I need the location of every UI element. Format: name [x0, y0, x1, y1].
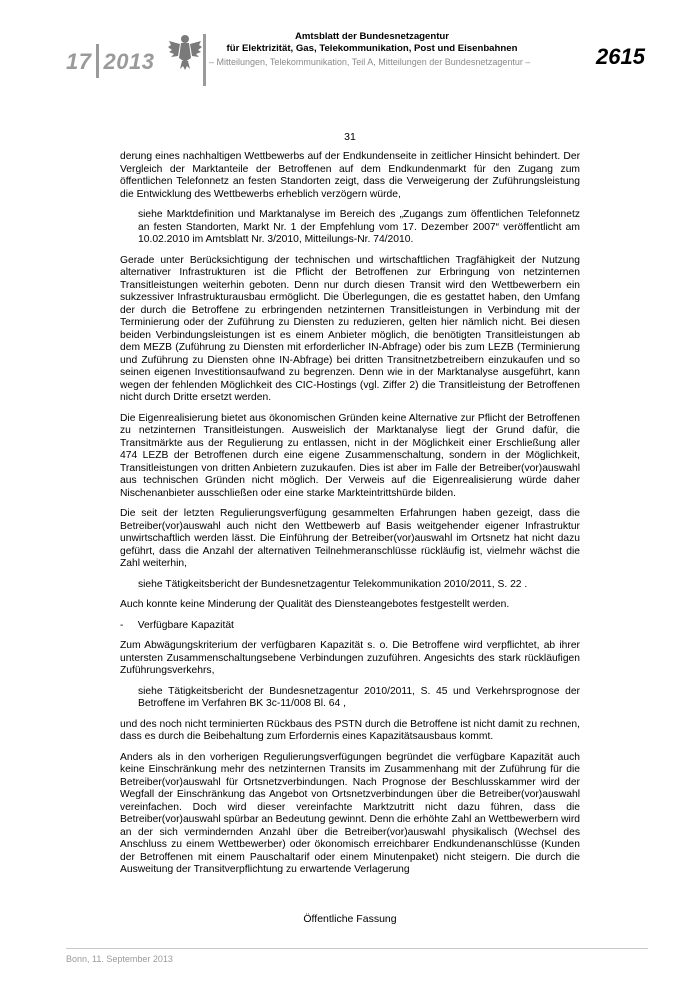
footer-date: Bonn, 11. September 2013: [66, 954, 173, 964]
public-version-label: Öffentliche Fassung: [303, 913, 397, 925]
issue-number: 17: [66, 49, 92, 74]
gazette-title-line2: für Elektrizität, Gas, Telekommunikation, Post und Eisenbahnen: [226, 43, 518, 54]
gazette-title: [214, 31, 530, 55]
citation: siehe Tätigkeitsbericht der Bundesnetzagentur 2010/2011, S. 45 und Verkehrsprognose der Betroffene im Verfahren BK 3c-11/008 Bl. 64 ,: [138, 685, 580, 709]
citation: siehe Tätigkeitsbericht der Bundesnetzagentur Telekommunikation 2010/2011, S. 22 .: [138, 578, 528, 590]
issue-divider: [96, 44, 99, 78]
paragraph: Die Eigenrealisierung bietet aus ökonomischen Gründen keine Alternative zur Pflicht der Betroffenen zu netzinternen Transitleistungen. Ausweislich der Marktanalyse liegt der Grund dafür, die Transitmärkte aus der Regulierung zu entlassen, nicht in der Möglichkeit einer Erschließung aller 474 LEZB der Betroffenen durch eine eigene Zusammenschaltung, sondern in der Möglichkeit, Transitleistungen von dritten Anbietern zuzukaufen. Dies ist aber im Falle der Betreiber(vor)auswahl aus technischen Gründen nicht möglich. Der Verweis auf die Eigenrealisierung würde daher Nischenanbieter ausschließen oder eine starke Markteintrittshürde bilden.: [120, 412, 580, 499]
citation: siehe Marktdefinition und Marktanalyse im Bereich des „Zugangs zum öffentlichen Telefonnetz an festen Standorten, Markt Nr. 1 der Empfehlung vom 17. Dezember 2007“ veröffentlicht am 10.02.2010 im Amtsblatt Nr. 3/2010, Mitteilungs-Nr. 74/2010.: [138, 209, 580, 245]
federal-eagle-icon: [167, 32, 203, 72]
page-number: 2615: [596, 44, 645, 69]
gazette-subtitle: – Mitteilungen, Telekommunikation, Teil A, Mitteilungen der Bundesnetzagentur –: [209, 57, 531, 67]
paragraph: Die seit der letzten Regulierungsverfügung gesammelten Erfahrungen haben gezeigt, dass die Betreiber(vor)auswahl auch nicht den Wettbewerb auf Basis weitgehender eigener Infrastruktur unwirtschaftlich werden lässt. Die Einführung der Betreiber(vor)auswahl im Ortsnetz hat nicht dazu geführt, dass die Anzahl der alternativen Teilnehmeranschlüsse rückläufig ist, vielmehr wächst die Zahl weiterhin,: [120, 508, 580, 569]
header-divider: [203, 34, 206, 86]
body-text: [120, 151, 580, 885]
paragraph: und des noch nicht terminierten Rückbaus des PSTN durch die Betroffene ist nicht damit zu rechnen, dass es durch die Beibehaltung zum Erfordernis eines Kapazitätsausbaus kommt.: [120, 718, 580, 742]
section-page-marker: 31: [344, 131, 356, 143]
issue-year: 2013: [103, 49, 155, 74]
list-item: - Verfügbare Kapazität: [120, 619, 234, 631]
gazette-title-line1: Amtsblatt der Bundesnetzagentur: [294, 31, 450, 42]
paragraph: Zum Abwägungskriterium der verfügbaren Kapazität s. o. Die Betroffene wird verpflichtet, ab ihrer untersten Zusammenschaltungsebene Verbindungen zuzuführen. Angesichts des stark rückläufigen Zuführungsverkehrs,: [120, 640, 580, 676]
paragraph: derung eines nachhaltigen Wettbewerbs auf der Endkundenseite in zeitlicher Hinsicht behindert. Der Vergleich der Marktanteile der Betroffenen auf dem Endkundenmarkt für den Zugang zum öffentlichen Telefonnetz an festen Standorten zeigt, dass die Verweigerung der Zuführungsleistung die Entwicklung des Wettbewerbs erheblich verzögern würde,: [120, 151, 580, 200]
footer-divider: [66, 948, 648, 949]
paragraph: Anders als in den vorherigen Regulierungsverfügungen begründet die verfügbare Kapazität auch keine Einschränkung mehr des netzinternen Transits im Zusammenhang mit der Zuführung für die Betreiber(vor)auswahl für Ortsnetzverbindungen. Nach Prognose der Beschlusskammer wird der Wegfall der Einschränkung das Angebot von Ortsnetzverbindungen über die Betreiber(vor)auswahl vereinfachen. Doch wird dieser vereinfachte Marktzutritt nicht dazu führen, dass die Betreiber(vor)auswahl spürbar an Bedeutung gewinnt. Denn die erhöhte Zahl an Wettbewerbern wird an der sich vermindernden Anzahl über die Betreiber(vor)auswahl physikalisch (Wechsel des Anschluss zu einem Wettbewerber) oder ökonomisch erreichbarer Endkundenanschlüsse (Kunden der Betroffenen mit einem Pauschaltarif oder einem Minutenpaket) nicht steigern. Die durch die Ausweitung der Transitverpflichtung zu erwartende Verlagerung: [120, 751, 581, 875]
paragraph: Gerade unter Berücksichtigung der technischen und wirtschaftlichen Tragfähigkeit der Nutzung alternativer Infrastrukturen ist die Pflicht der Betroffenen zur Erbringung von netzinternen Transitleistungen weiterhin geboten. Denn nur durch diesen Transit wird den Wettbewerbern ein sukzessiver Infrastrukturausbau ermöglicht. Die Überlegungen, die es gestattet haben, den Umfang der durch die Betroffene zu erbringenden netzinternen Transitleistungen in Verbindung mit der Terminierung oder der Zuführung zu Diensten zu reduzieren, gelten hier nämlich nicht. Bei diesen beiden Verbindungsleistungen ist es einem Anbieter möglich, die benötigten Transitleistungen ab dem MEZB (Zuführung zu Diensten mit erforderlicher IN-Abfrage) oder bis zum LEZB (Terminierung und Zuführung zu Diensten ohne IN-Abfrage) bei dritten Transitnetzbetreibern einzukaufen und so seinen eigenen Investitionsaufwand zu begrenzen. Denn wie in der Marktanalyse ausgeführt, kann wegen der fehlenden Möglichkeit des CIC-Hostings (vgl. Ziffer 2) die Transitleistung der Betroffenen nicht durch Dritte ersetzt werden.: [120, 254, 580, 403]
paragraph: Auch konnte keine Minderung der Qualität des Diensteangebotes festgestellt werden.: [120, 599, 510, 610]
issue-label: [66, 44, 154, 78]
